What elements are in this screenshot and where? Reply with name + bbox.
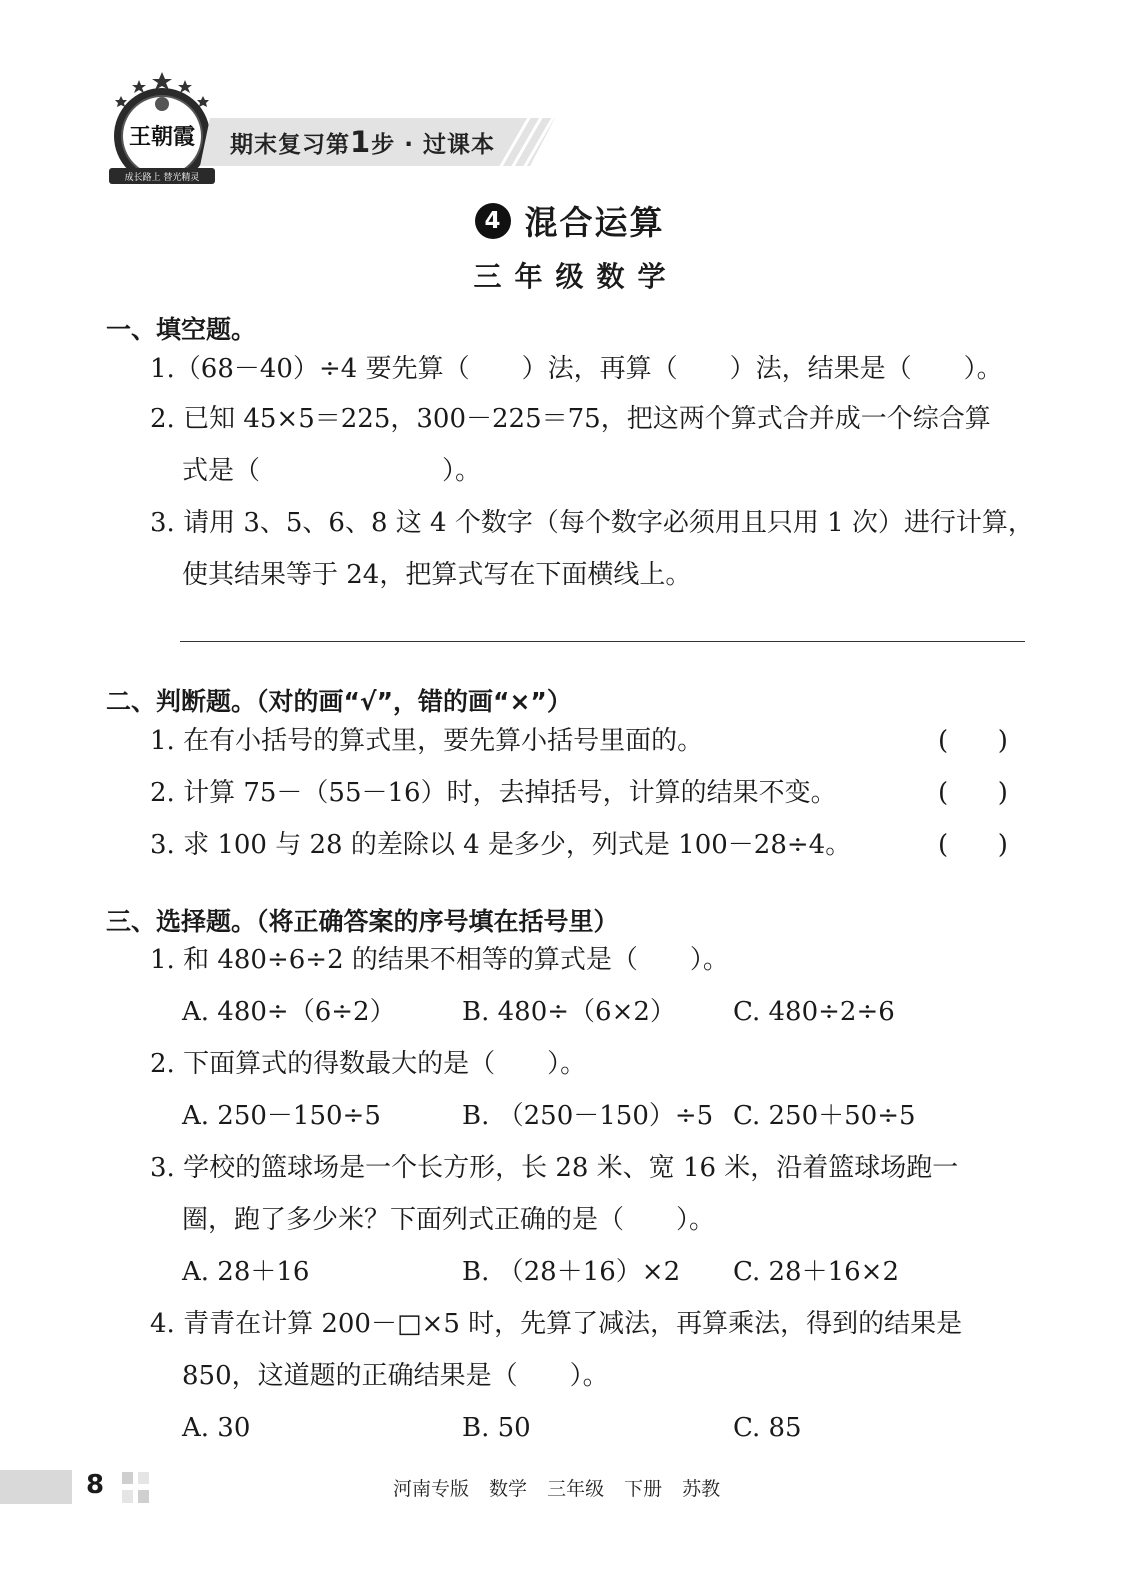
footer-decorative-squares: [122, 1472, 150, 1504]
choice-q1-option-c[interactable]: C. 480÷2÷6: [733, 997, 895, 1027]
fill-question-3-line-1: 3. 请用 3、5、6、8 这 4 个数字（每个数字必须用且只用 1 次）进行计算，: [150, 508, 1034, 538]
choice-q2-option-a[interactable]: A. 250－150÷5: [182, 1101, 381, 1131]
choice-q2-option-c[interactable]: C. 250＋50÷5: [733, 1101, 916, 1131]
choice-q3-option-b[interactable]: B. （28＋16）×2: [462, 1257, 681, 1287]
choice-q3-option-c[interactable]: C. 28＋16×2: [733, 1257, 899, 1287]
header-banner-text: 期末复习第1步 · 过课本: [230, 125, 495, 159]
judge-answer-parens-1[interactable]: ( ): [938, 726, 1008, 756]
fill-question-2-line-1: 2. 已知 45×5＝225，300－225＝75，把这两个算式合并成一个综合算: [150, 404, 991, 434]
choice-question-2: 2. 下面算式的得数最大的是（ ）。: [150, 1049, 587, 1079]
section-heading-choice: 三、选择题。（将正确答案的序号填在括号里）: [106, 907, 619, 936]
choice-question-4-line-2: 850，这道题的正确结果是（ ）。: [182, 1361, 609, 1391]
choice-q1-option-b[interactable]: B. 480÷（6×2）: [462, 997, 676, 1027]
fill-question-1: 1.（68－40）÷4 要先算（ ）法，再算（ ）法，结果是（ ）。: [150, 354, 1003, 384]
logo-slogan-text: 成长路上 替光精灵: [124, 173, 200, 183]
judge-answer-parens-2[interactable]: ( ): [938, 778, 1008, 808]
choice-question-3-line-2: 圈，跑了多少米？下面列式正确的是（ ）。: [182, 1205, 716, 1235]
footer-edition-text: 河南专版 数学 三年级 下册 苏教: [393, 1478, 721, 1500]
chapter-title: 混合运算: [524, 203, 665, 242]
footer-gray-bar: [0, 1470, 72, 1504]
judge-answer-parens-3[interactable]: ( ): [938, 830, 1008, 860]
fill-question-2-line-2: 式是（ ）。: [182, 456, 482, 486]
chapter-number-badge: 4: [475, 203, 511, 239]
choice-question-3-line-1: 3. 学校的篮球场是一个长方形，长 28 米、宽 16 米，沿着篮球场跑一: [150, 1153, 959, 1183]
page-subtitle: 三年级数学: [473, 260, 679, 293]
answer-line[interactable]: [180, 641, 1025, 642]
choice-question-1: 1. 和 480÷6÷2 的结果不相等的算式是（ ）。: [150, 945, 729, 975]
logo-brand-text: 王朝霞: [128, 124, 196, 150]
choice-q4-option-b[interactable]: B. 50: [462, 1413, 531, 1443]
judge-question-3: 3. 求 100 与 28 的差除以 4 是多少，列式是 100－28÷4。: [150, 830, 852, 860]
choice-q4-option-c[interactable]: C. 85: [733, 1413, 802, 1443]
section-heading-judge: 二、判断题。（对的画“√”，错的画“×”）: [106, 687, 572, 716]
judge-question-2: 2. 计算 75－（55－16）时，去掉括号，计算的结果不变。: [150, 778, 837, 808]
judge-question-1: 1. 在有小括号的算式里，要先算小括号里面的。: [150, 726, 704, 756]
choice-q3-option-a[interactable]: A. 28＋16: [182, 1257, 310, 1287]
section-heading-fill: 一、填空题。: [106, 315, 257, 344]
step-number: 1: [350, 125, 372, 159]
page-number: 8: [86, 1470, 105, 1500]
choice-q2-option-b[interactable]: B. （250－150）÷5: [462, 1101, 714, 1131]
choice-q4-option-a[interactable]: A. 30: [182, 1413, 251, 1443]
choice-question-4-line-1: 4. 青青在计算 200－□×5 时，先算了减法，再算乘法，得到的结果是: [150, 1309, 963, 1339]
page-title: [0, 197, 1139, 244]
choice-q1-option-a[interactable]: A. 480÷（6÷2）: [182, 997, 396, 1027]
fill-question-3-line-2: 使其结果等于 24，把算式写在下面横线上。: [182, 560, 692, 590]
